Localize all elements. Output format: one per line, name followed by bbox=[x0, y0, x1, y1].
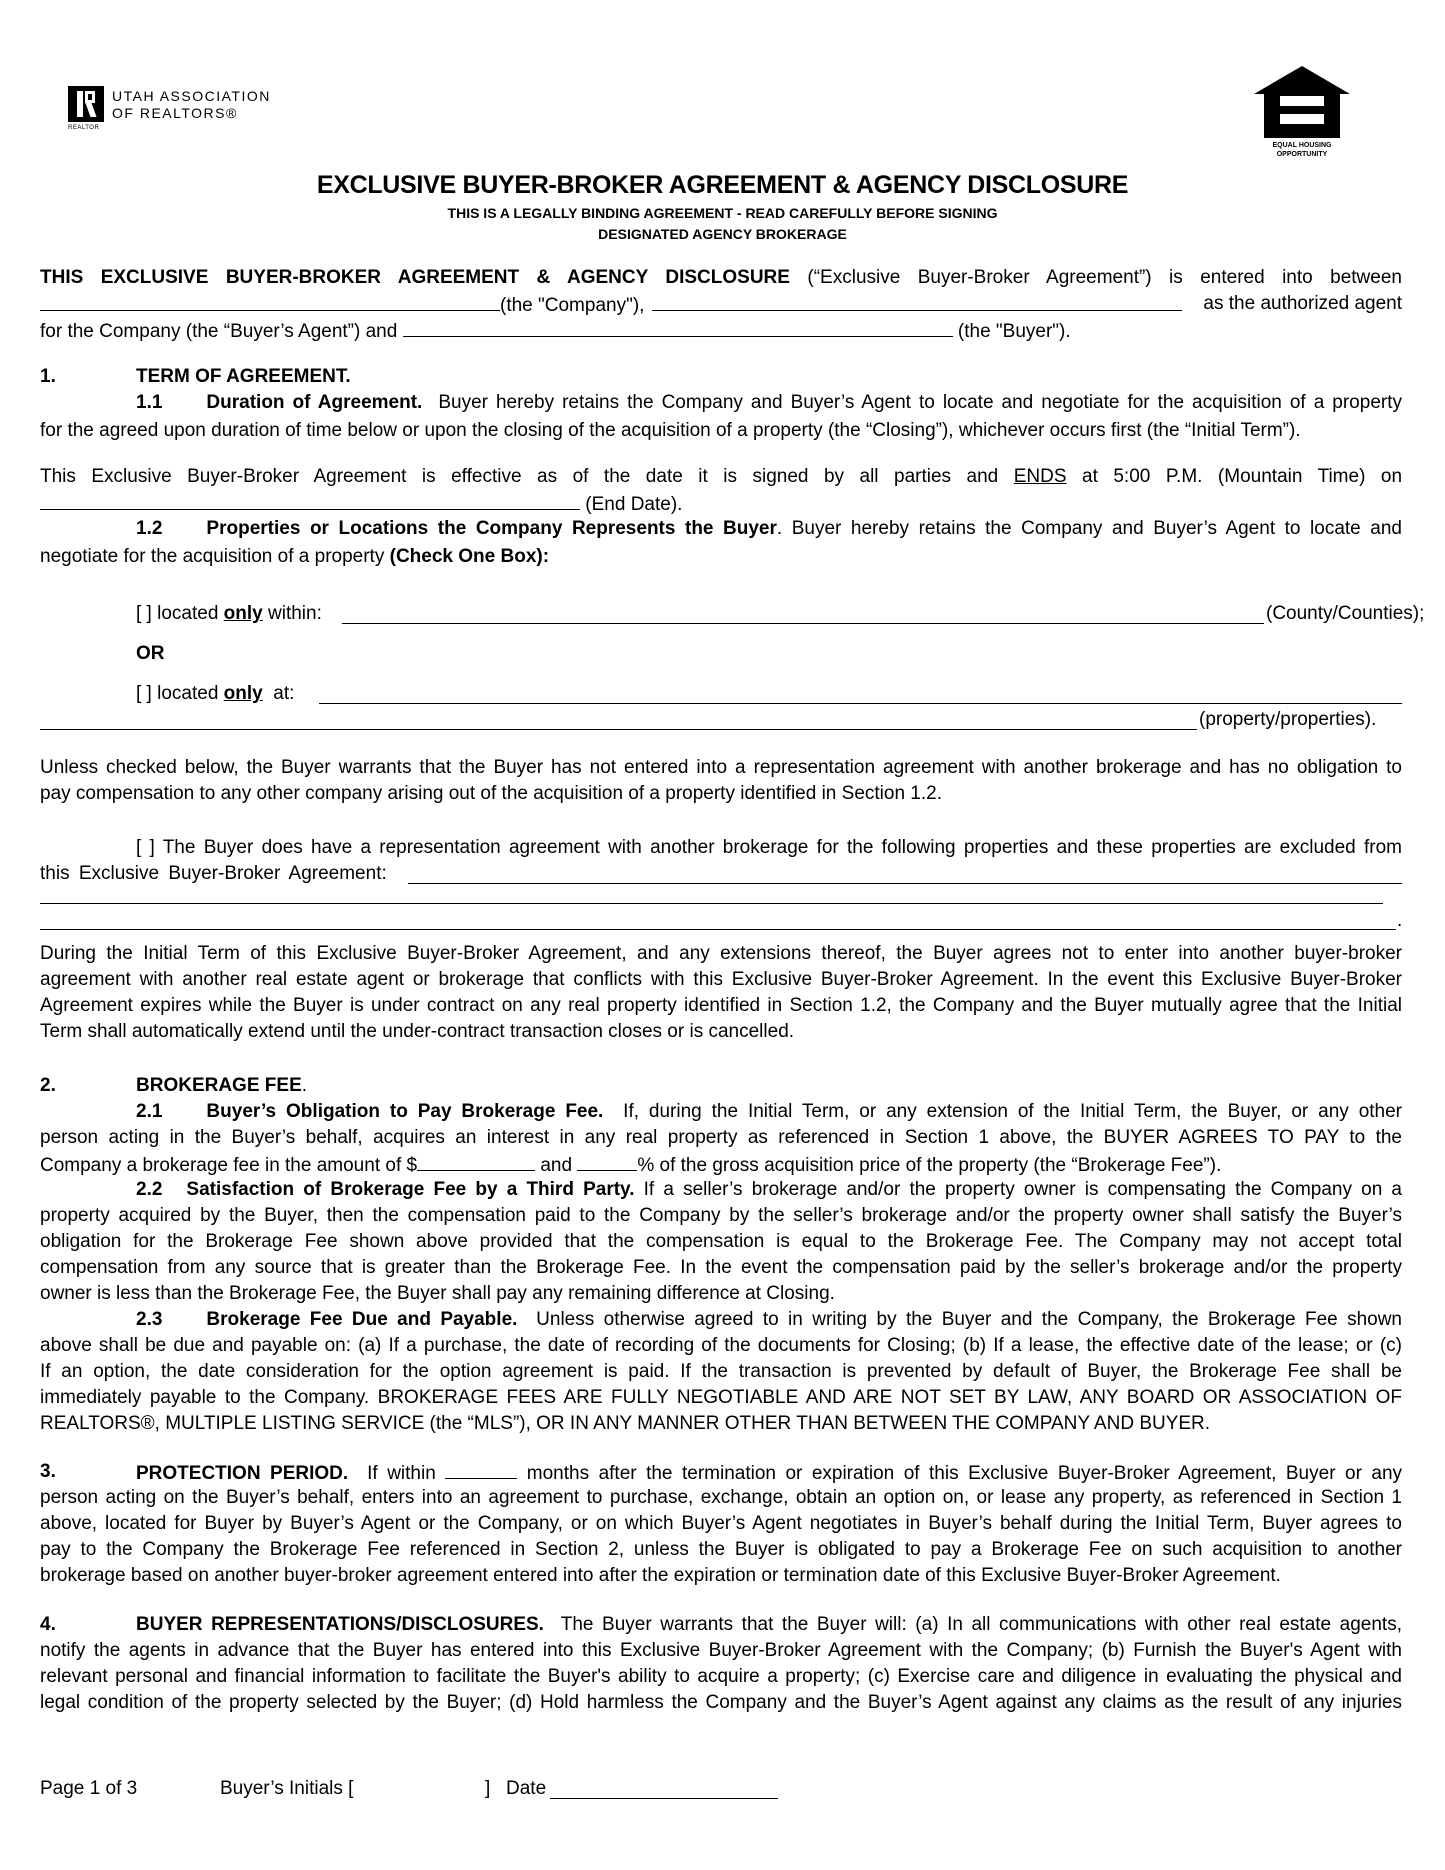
other-properties-field-2[interactable] bbox=[40, 888, 1383, 904]
other-properties-field-3[interactable] bbox=[40, 914, 1396, 930]
section-3-line-2: person acting on the Buyer’s behalf, enters into an agreement to purchase, exchange, obtain an option on, or lease any property, as referenced in Section 1 bbox=[40, 1487, 1402, 1508]
equal-housing-icon bbox=[1250, 62, 1354, 142]
section-2-3-line-3: If an option, the date consideration for the option agreement is paid. If the transaction is prevented by default of Buyer, the Brokerage Fee shall be bbox=[40, 1361, 1402, 1382]
section-2-3-line-2: above shall be due and payable on: (a) If a purchase, the date of recording of the documents for Closing; (b) If a lease, the effective date of the lease; or (c) bbox=[40, 1335, 1402, 1356]
initials-field[interactable] bbox=[402, 1778, 482, 1798]
or-label: OR bbox=[136, 643, 165, 664]
county-field[interactable] bbox=[342, 603, 1264, 624]
buyer-name-field[interactable] bbox=[403, 319, 953, 337]
section-2-3-line-5: REALTORS®, MULTIPLE LISTING SERVICE (the “MLS”), OR IN ANY MANNER OTHER THAN BETWEEN THE COMPANY AND BUYER. bbox=[40, 1413, 1211, 1434]
section-4-line-1: 4. BUYER REPRESENTATIONS/DISCLOSURES. The Buyer warrants that the Buyer will: (a) In all communications with other real estate agents, bbox=[40, 1614, 1402, 1635]
date-field[interactable] bbox=[550, 1778, 778, 1799]
section-2-heading: 2. BROKERAGE FEE. bbox=[40, 1075, 308, 1096]
section-2-2-line-3: obligation for the Brokerage Fee shown above provided that the compensation is equal to the Brokerage Fee. The Company may not accept total bbox=[40, 1231, 1402, 1252]
section-2-3-line-4: immediately payable to the Company. BROKERAGE FEES ARE FULLY NEGOTIABLE AND ARE NOT SET BY LAW, ANY BOARD OR ASSOCIATION OF bbox=[40, 1387, 1402, 1408]
section-1-2-line-2: negotiate for the acquisition of a property (Check One Box): bbox=[40, 546, 550, 567]
section-2-2-line-5: owner is less than the Brokerage Fee, the Buyer shall pay any remaining difference at Closing. bbox=[40, 1283, 835, 1304]
duration-line-1: During the Initial Term of this Exclusive Buyer-Broker Agreement, and any extensions thereof, the Buyer agrees not to enter into another buyer-broker bbox=[40, 943, 1402, 964]
agent-name-field[interactable] bbox=[652, 293, 1182, 311]
fee-percent-field[interactable] bbox=[577, 1153, 637, 1171]
warranty-line-1: Unless checked below, the Buyer warrants that the Buyer has not entered into a representation agreement with another brokerage and has no obligation to bbox=[40, 757, 1402, 778]
section-2-2-line-4: compensation from any source that is greater than the Brokerage Fee. In the event the compensation paid by the seller’s brokerage and/or the property bbox=[40, 1257, 1402, 1278]
section-2-1-line-3: Company a brokerage fee in the amount of $ and % of the gross acquisition price of the property (the “Brokerage Fee”). bbox=[40, 1155, 1222, 1176]
section-2-3-line-1: 2.3 Brokerage Fee Due and Payable. Unless otherwise agreed to in writing by the Buyer and the Company, the Brokerage Fee shown bbox=[136, 1309, 1402, 1330]
duration-line-3: Agreement expires while the Buyer is under contract on any real property identified in Section 1.2, the Company and the Buyer mutually agree that the Initial bbox=[40, 995, 1402, 1016]
section-2-1-line-2: person acting in the Buyer’s behalf, acquires an interest in any real property as referenced in Section 1 above, the BUYER AGREES TO PAY to the bbox=[40, 1127, 1402, 1148]
company-name-field[interactable] bbox=[40, 293, 500, 311]
warranty-line-2: pay compensation to any other company arising out of the acquisition of a property identified in Section 1.2. bbox=[40, 783, 942, 804]
section-2-2-line-1: 2.2 Satisfaction of Brokerage Fee by a Third Party. If a seller’s brokerage and/or the property owner is compensating the Company on a bbox=[136, 1179, 1402, 1200]
section-2-1-line-1: 2.1 Buyer’s Obligation to Pay Brokerage Fee. If, during the Initial Term, or any extension of the Initial Term, the Buyer, or any other bbox=[136, 1101, 1403, 1122]
eho-line-1: EQUAL HOUSING bbox=[1272, 142, 1332, 149]
section-1-2-line-1: 1.2 Properties or Locations the Company Represents the Buyer. Buyer hereby retains the Company and Buyer’s Agent to locate and bbox=[136, 518, 1402, 539]
section-4-line-2: notify the agents in advance that the Buyer has entered into this Exclusive Buyer-Broker Agreement with the Company; (b) Furnish the Buyer's Agent with bbox=[40, 1640, 1402, 1661]
logo-mark-caption: REALTOR bbox=[68, 125, 100, 131]
logo-line-1: UTAH ASSOCIATION bbox=[112, 88, 271, 104]
document-subtitle-1: THIS IS A LEGALLY BINDING AGREEMENT - READ CAREFULLY BEFORE SIGNING bbox=[447, 205, 998, 221]
end-date-line: (End Date). bbox=[40, 492, 1402, 516]
page-number: Page 1 of 3 bbox=[40, 1778, 138, 1799]
duration-line-2: agreement with another real estate agent or brokerage that conflicts with this Exclusive Buyer-Broker Agreement. In the event this Exclusive Buyer-Broker bbox=[40, 969, 1402, 990]
section-3-line-4: pay to the Company the Brokerage Fee referenced in Section 2, unless the Buyer is obligated to pay a Brokerage Fee on such acquisition to another bbox=[40, 1539, 1402, 1560]
property-field-2[interactable] bbox=[40, 709, 1197, 730]
other-properties-field-1[interactable] bbox=[408, 863, 1402, 884]
other-properties-period: . bbox=[1397, 910, 1403, 931]
section-1-1-line-2: for the agreed upon duration of time below or upon the closing of the acquisition of a property (the “Closing”), whichever occurs first (the “Initial Term”). bbox=[40, 420, 1301, 441]
other-agreement-line-2: this Exclusive Buyer-Broker Agreement: bbox=[40, 863, 1402, 885]
section-2-2-line-2: property acquired by the Buyer, then the compensation paid to the Company by the seller’s brokerage and/or the property owner shall satisfy the Buyer’s bbox=[40, 1205, 1402, 1226]
section-4-line-4: legal condition of the property selected by the Buyer; (d) Hold harmless the Company and the Buyer’s Agent against any claims as the result of any injuries bbox=[40, 1692, 1402, 1713]
intro-line-1: THIS EXCLUSIVE BUYER-BROKER AGREEMENT & AGENCY DISCLOSURE (“Exclusive Buyer-Broker Agreement”) is entered into between bbox=[40, 267, 1402, 288]
effective-line: This Exclusive Buyer-Broker Agreement is effective as of the date it is signed by all parties and ENDS at 5:00 P.M. (Mountain Time) on bbox=[40, 466, 1403, 487]
other-agreement-line-1[interactable]: [ ] The Buyer does have a representation agreement with another brokerage for the following properties and these properties are excluded from bbox=[136, 837, 1402, 858]
initials-label: Buyer’s Initials [ bbox=[220, 1778, 354, 1799]
document-title: EXCLUSIVE BUYER-BROKER AGREEMENT & AGENCY DISCLOSURE bbox=[316, 171, 1129, 199]
protection-months-field[interactable] bbox=[445, 1461, 517, 1479]
intro-line-3: for the Company (the “Buyer’s Agent”) and (the "Buyer"). bbox=[40, 321, 1071, 342]
section-4-line-3: relevant personal and financial information to facilitate the Buyer's ability to acquire a property; (c) Exercise care and diligence in evaluating the physical and bbox=[40, 1666, 1402, 1687]
duration-line-4: Term shall automatically extend until the under-contract transaction closes or is cancelled. bbox=[40, 1021, 795, 1042]
document-subtitle-2: DESIGNATED AGENCY BROKERAGE bbox=[598, 226, 847, 242]
logo-line-2: OF REALTORS® bbox=[112, 105, 238, 121]
county-checkbox[interactable]: [ ] located only within: bbox=[136, 603, 322, 624]
section-1-1-line-1: 1.1 Duration of Agreement. Buyer hereby retains the Company and Buyer’s Agent to locate and negotiate for the acquisition of a property bbox=[136, 392, 1402, 413]
section-3-line-3: above, located for Buyer by Buyer’s Agent or the Company, or on which Buyer’s Agent negotiates in Buyer’s behalf during the Initial Term, Buyer agrees to bbox=[40, 1513, 1402, 1534]
intro-line-2: (the "Company"), as the authorized agent bbox=[40, 293, 1402, 317]
footer: Page 1 of 3 Buyer’s Initials [ ] Date bbox=[40, 1778, 1402, 1800]
equal-housing-logo bbox=[1250, 62, 1354, 168]
date-label: Date bbox=[506, 1778, 547, 1799]
fee-amount-field[interactable] bbox=[417, 1153, 535, 1171]
end-date-field[interactable] bbox=[40, 492, 580, 510]
eho-line-2: OPPORTUNITY bbox=[1276, 151, 1328, 158]
section-3-line-5: brokerage based on another buyer-broker agreement entered into after the expiration or termination date of this Exclusive Buyer-Broker Agreement. bbox=[40, 1565, 1281, 1586]
realtor-logo bbox=[68, 86, 288, 138]
property-field-1[interactable] bbox=[319, 683, 1402, 704]
section-1-heading: 1. TERM OF AGREEMENT. bbox=[40, 366, 351, 387]
section-3-line-1: 3. PROTECTION PERIOD. If within months after the termination or expiration of this Exclusive Buyer-Broker Agreement, Buyer or any bbox=[40, 1461, 1403, 1484]
property-checkbox[interactable]: [ ] located only at: bbox=[136, 683, 295, 704]
